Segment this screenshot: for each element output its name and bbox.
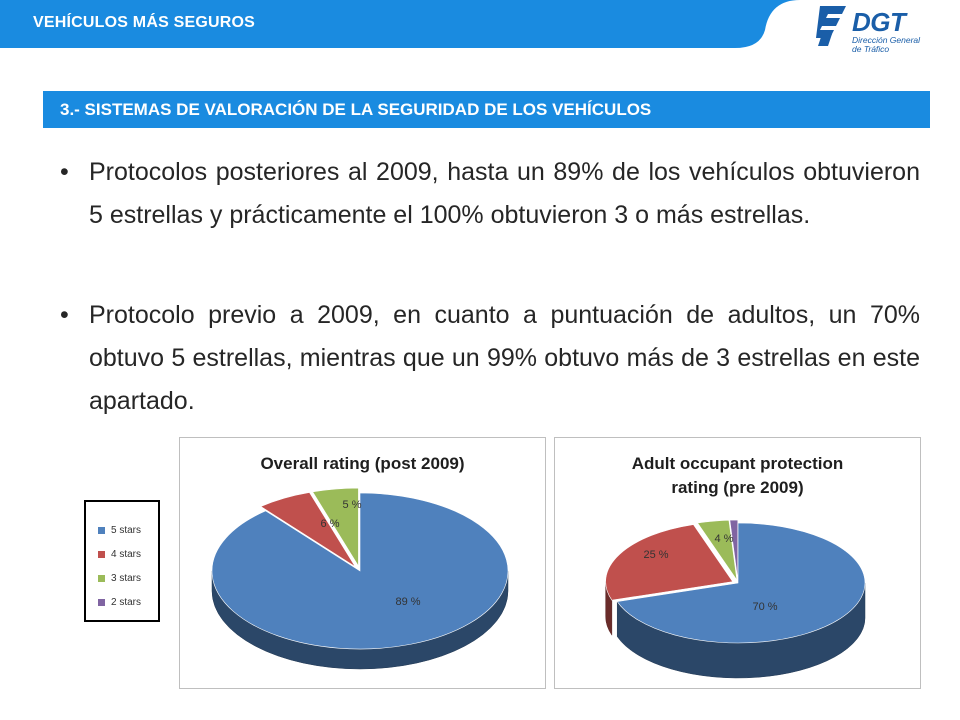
logo-wordmark: DGT <box>852 7 906 37</box>
section-title: 3.- SISTEMAS DE VALORACIÓN DE LA SEGURIDAD DE LOS VEHÍCULOS <box>60 100 652 119</box>
header-title: VEHÍCULOS MÁS SEGUROS <box>33 14 256 31</box>
legend-swatch <box>98 551 105 558</box>
logo-subtitle-line1: Dirección General <box>852 35 921 45</box>
legend-item <box>98 524 141 538</box>
logo-subtitle-line2: de Tráfico <box>852 44 890 54</box>
dgt-logo <box>814 4 954 62</box>
legend-swatch <box>98 599 105 606</box>
legend-item <box>98 572 141 586</box>
chart-adult-occupant <box>554 437 921 689</box>
bullet-marker: • <box>60 301 69 329</box>
bullet-text: Protocolo previo a 2009, en cuanto a puntuación de adultos, un 70% obtuvo 5 estrellas, mientras que un 99% obtuvo más de 3 estrellas en este apartado. <box>89 301 920 415</box>
legend-swatch <box>98 527 105 534</box>
section-bar <box>43 91 930 128</box>
legend-swatch <box>98 575 105 582</box>
pie-data-label: 25 % <box>643 549 669 561</box>
pie-data-label: 70 % <box>752 601 778 613</box>
chart-overall-rating <box>179 437 546 689</box>
legend-label: 2 stars <box>111 597 142 608</box>
legend-item <box>98 548 141 562</box>
chart-legend <box>84 500 160 622</box>
bullet-item <box>60 151 920 237</box>
legend-label: 5 stars <box>111 525 142 536</box>
pie-chart-overall <box>180 438 545 688</box>
bullet-marker: • <box>60 158 69 186</box>
bullet-text: Protocolos posteriores al 2009, hasta un 89% de los vehículos obtuvieron 5 estrellas y prácticamente el 100% obtuvieron 3 o más estrellas. <box>89 158 920 229</box>
chart-title: Overall rating (post 2009) <box>260 454 465 473</box>
chart-title-line1: Adult occupant protection <box>631 454 844 473</box>
pie-data-label: 5 % <box>342 499 362 511</box>
legend-label: 3 stars <box>111 573 142 584</box>
dgt-emblem-icon <box>814 4 850 48</box>
logo-subtitle <box>852 36 920 54</box>
legend-label: 4 stars <box>111 549 142 560</box>
legend-item <box>98 596 141 610</box>
pie-chart-adult-occupant <box>555 438 920 688</box>
pie-data-label: 6 % <box>320 518 340 530</box>
pie-data-label: 89 % <box>395 596 421 608</box>
pie-data-label: 4 % <box>714 533 734 545</box>
chart-title-line2: rating (pre 2009) <box>671 478 804 497</box>
pie-slice-5-stars <box>212 493 508 649</box>
bullet-item <box>60 294 920 423</box>
